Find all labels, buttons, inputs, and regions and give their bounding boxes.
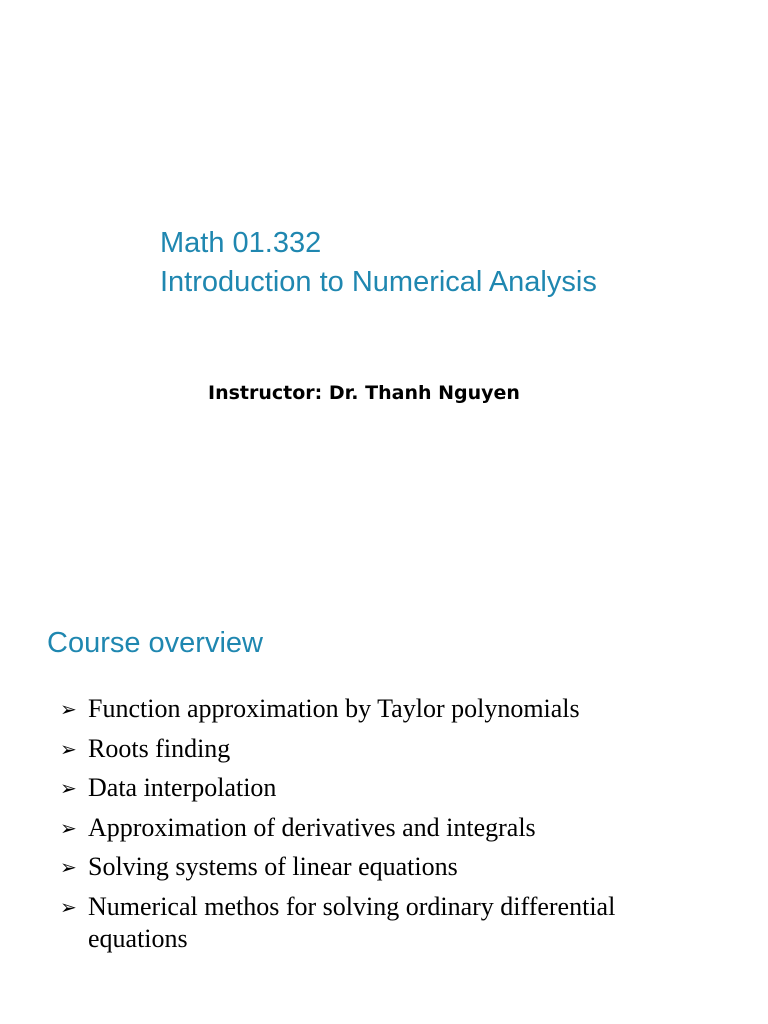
list-item [60,772,700,804]
list-item-text: Data interpolation [88,773,277,802]
list-item-text: Function approximation by Taylor polynomials [88,694,580,723]
list-item-text: Solving systems of linear equations [88,852,458,881]
course-name: Introduction to Numerical Analysis [160,266,597,298]
arrow-bullet-icon: ➢ [60,736,77,761]
course-overview-heading: Course overview [47,627,263,659]
list-item [60,693,700,725]
list-item-text: Approximation of derivatives and integrals [88,812,536,842]
list-item [60,851,700,883]
instructor-line: Instructor: Dr. Thanh Nguyen [208,382,520,404]
arrow-bullet-icon: ➢ [60,815,77,840]
course-overview-list [60,693,700,962]
list-item-text: Numerical methos for solving ordinary differential equations [88,891,616,953]
course-code: Math 01.332 [160,227,322,259]
arrow-bullet-icon: ➢ [60,855,77,879]
arrow-bullet-icon: ➢ [60,776,77,800]
list-item-text: Roots finding [88,733,231,763]
list-item [60,812,700,844]
list-item [60,733,700,765]
slide-title [160,224,597,302]
arrow-bullet-icon: ➢ [60,697,77,721]
arrow-bullet-icon: ➢ [60,894,77,919]
list-item [60,891,700,955]
